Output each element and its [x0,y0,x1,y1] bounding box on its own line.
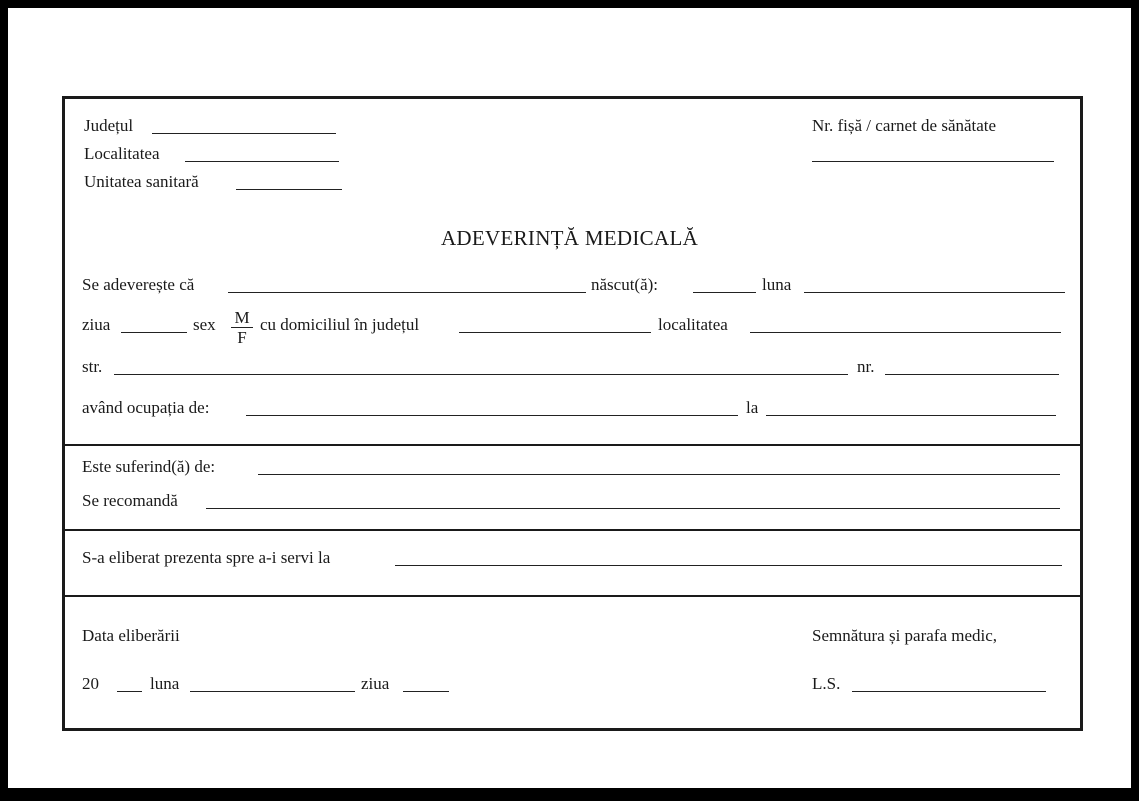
recommendation-field[interactable] [206,508,1060,509]
workplace-field[interactable] [766,415,1056,416]
str-label: str. [82,357,103,376]
purpose-field[interactable] [395,565,1062,566]
issue-year-field[interactable] [117,691,142,692]
nr-fisa-field[interactable] [812,161,1054,162]
suferind-label: Este suferind(ă) de: [82,457,216,476]
judet-domiciliu-field[interactable] [459,332,651,333]
birth-year-field[interactable] [693,292,756,293]
issue-month-field[interactable] [190,691,355,692]
street-field[interactable] [114,374,848,375]
divider [62,529,1083,531]
unitatea-field[interactable] [236,189,342,190]
localitatea-field[interactable] [185,161,339,162]
issue-luna-label: luna [150,674,180,693]
localitatea-domiciliu-field[interactable] [750,332,1061,333]
nascut-label: născut(ă): [591,275,659,294]
sex-label: sex [193,315,216,334]
se-adevereste-label: Se adeverește că [82,275,195,294]
judetul-label: Județul [84,116,134,135]
sex-m[interactable]: M [231,308,253,328]
name-field[interactable] [228,292,586,293]
signature-field[interactable] [852,691,1046,692]
luna-label: luna [762,275,792,294]
unitatea-label: Unitatea sanitară [84,172,199,191]
ocupatia-label: având ocupația de: [82,398,210,417]
la-label: la [746,398,759,417]
page-title: ADEVERINȚĂ MEDICALĂ [440,226,699,250]
nr-fisa-label: Nr. fișă / carnet de sănătate [812,116,997,135]
nr-label: nr. [857,357,875,376]
divider [62,444,1083,446]
ls-label: L.S. [812,674,841,693]
judetul-field[interactable] [152,133,336,134]
domiciliu-label: cu domiciliul în județul [260,315,420,334]
birth-day-field[interactable] [121,332,187,333]
street-number-field[interactable] [885,374,1059,375]
recomanda-label: Se recomandă [82,491,178,510]
ocupatia-field[interactable] [246,415,738,416]
eliberat-label: S-a eliberat prezenta spre a-i servi la [82,548,331,567]
diagnosis-field[interactable] [258,474,1060,475]
issue-ziua-label: ziua [361,674,390,693]
localitatea-domiciliu-label: localitatea [658,315,728,334]
sex-f[interactable]: F [237,328,247,347]
semnatura-label: Semnătura și parafa medic, [812,626,998,645]
year-prefix: 20 [82,674,99,693]
issue-day-field[interactable] [403,691,449,692]
data-eliberarii-label: Data eliberării [82,626,180,645]
localitatea-label: Localitatea [84,144,160,163]
divider [62,595,1083,597]
ziua-label: ziua [82,315,111,334]
sex-options[interactable] [231,308,253,347]
birth-month-field[interactable] [804,292,1065,293]
